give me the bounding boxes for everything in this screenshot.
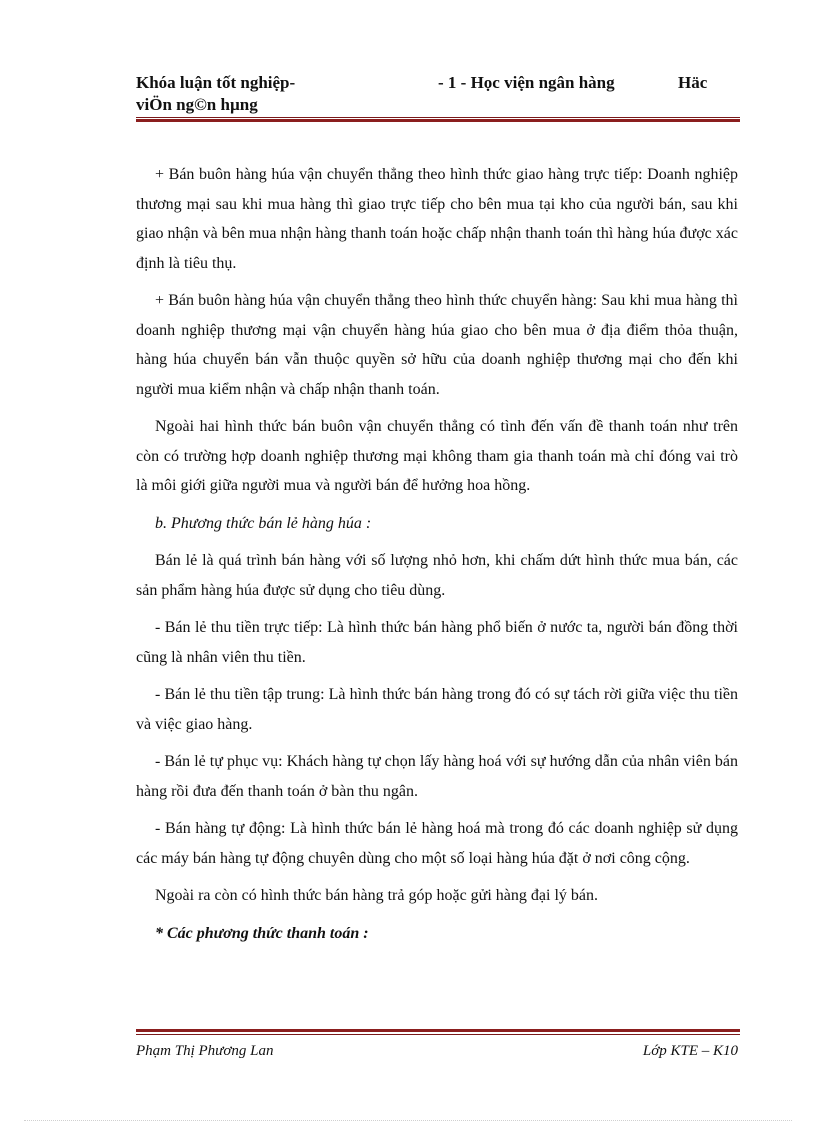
header-thesis-title: Khóa luận tốt nghiệp- [136,73,296,92]
page-header [136,72,738,116]
paragraph: Bán lẻ là quá trình bán hàng với số lượng nhỏ hơn, khi chấm dứt hình thức mua bán, các sản phẩm hàng húa được sử dụng cho tiêu dùng. [136,552,738,599]
header-garbled-text: Häc [678,73,708,92]
footer-class: Lớp KTE – K10 [642,1043,738,1059]
subheading-payment-methods: * Các phương thức thanh toán : [155,924,369,942]
footer-rule-thin [136,1034,740,1035]
page-body [136,160,738,948]
page-edge-divider [24,1120,792,1121]
subheading-retail: b. Phương thức bán lẻ hàng húa : [155,514,372,532]
footer-rule-thick [136,1029,740,1032]
paragraph: + Bán buôn hàng húa vận chuyển thẳng theo hình thức giao hàng trực tiếp: Doanh nghiệp thương mại sau khi mua hàng thì giao trực tiếp cho bên mua tại kho của người bán, sau khi giao nhận và bên mua nhận hàng thanh toán hoặc chấp nhận thanh toán thì hàng húa được xác định là tiêu thụ. [136,166,738,272]
header-rule-thick [136,119,740,122]
paragraph: Ngoài hai hình thức bán buôn vận chuyển thẳng có tình đến vấn đề thanh toán như trên còn có trường hợp doanh nghiệp thương mại không tham gia thanh toán mà chỉ đóng vai trò là môi giới giữa người mua và người bán để hưởng hoa hồng. [136,418,738,494]
header-line-2: viÖn ng©n hµng [136,95,258,114]
paragraph: - Bán hàng tự động: Là hình thức bán lẻ hàng hoá mà trong đó các doanh nghiệp sử dụng các máy bán hàng tự động chuyên dùng cho một số loại hàng húa đặt ở nơi công cộng. [136,820,738,867]
paragraph: - Bán lẻ thu tiền tập trung: Là hình thức bán hàng trong đó có sự tách rời giữa việc thu tiền và việc giao hàng. [136,686,738,733]
paragraph: - Bán lẻ tự phục vụ: Khách hàng tự chọn lấy hàng hoá với sự hướng dẫn của nhân viên bán hàng rồi đưa đến thanh toán ở bàn thu ngân. [136,753,738,800]
paragraph: + Bán buôn hàng húa vận chuyển thẳng theo hình thức chuyển hàng: Sau khi mua hàng thì doanh nghiệp thương mại vận chuyển hàng húa giao cho bên mua ở địa điểm thỏa thuận, hàng húa chuyển bán vẫn thuộc quyền sở hữu của doanh nghiệp thương mại cho đến khi người mua kiểm nhận và chấp nhận thanh toán. [136,292,738,398]
footer-author: Phạm Thị Phương Lan [136,1043,274,1059]
header-page-institution: - 1 - Học viện ngân hàng [438,73,615,92]
paragraph: - Bán lẻ thu tiền trực tiếp: Là hình thức bán hàng phổ biến ở nước ta, người bán đồng thời cũng là nhân viên thu tiền. [136,619,738,666]
header-rule-thin [136,117,740,118]
paragraph: Ngoài ra còn có hình thức bán hàng trả góp hoặc gửi hàng đại lý bán. [155,887,598,904]
